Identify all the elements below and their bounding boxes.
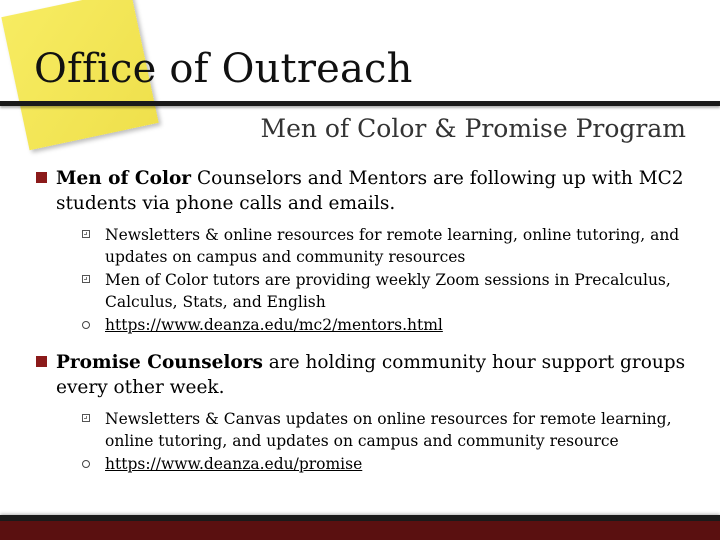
promise-link[interactable]: https://www.deanza.edu/promise — [105, 455, 363, 473]
bullet-men-of-color — [36, 166, 706, 336]
bullet-text: Counselors and Mentors are following up with MC2 students via phone calls and emails. — [56, 168, 684, 214]
slide-subtitle: Men of Color & Promise Program — [260, 114, 686, 143]
bullet-bold-label: Men of Color — [56, 168, 192, 189]
sub-list — [82, 408, 706, 475]
sub-item-text: Newsletters & Canvas updates on online resources for remote learning, online tutoring, and updates on campus and community resource — [105, 410, 672, 450]
bullet-bold-label: Promise Counselors — [56, 352, 263, 373]
sub-item-link — [82, 453, 706, 475]
checkbox-bullet-icon — [82, 230, 90, 238]
circle-bullet-icon — [82, 460, 90, 468]
square-bullet-icon — [36, 172, 47, 183]
bullet-promise-counselors — [36, 350, 706, 475]
sub-item-text: Newsletters & online resources for remote learning, online tutoring, and updates on campus and community resources — [105, 226, 680, 266]
sub-item — [82, 224, 706, 268]
sub-item — [82, 408, 706, 452]
sub-item — [82, 269, 706, 313]
slide-content — [36, 166, 706, 489]
checkbox-bullet-icon — [82, 275, 90, 283]
circle-bullet-icon — [82, 321, 90, 329]
bullet-text: are holding community hour support groups every other week. — [56, 352, 686, 398]
checkbox-bullet-icon — [82, 414, 90, 422]
title-divider-bar — [0, 101, 720, 106]
slide-title: Office of Outreach — [34, 46, 413, 92]
sub-item-text: Men of Color tutors are providing weekly Zoom sessions in Precalculus, Calculus, Stats, and English — [105, 271, 671, 311]
mc2-mentors-link[interactable]: https://www.deanza.edu/mc2/mentors.html — [105, 316, 443, 334]
sub-item-link — [82, 314, 706, 336]
footer-shade — [0, 521, 720, 540]
sub-list — [82, 224, 706, 336]
square-bullet-icon — [36, 356, 47, 367]
